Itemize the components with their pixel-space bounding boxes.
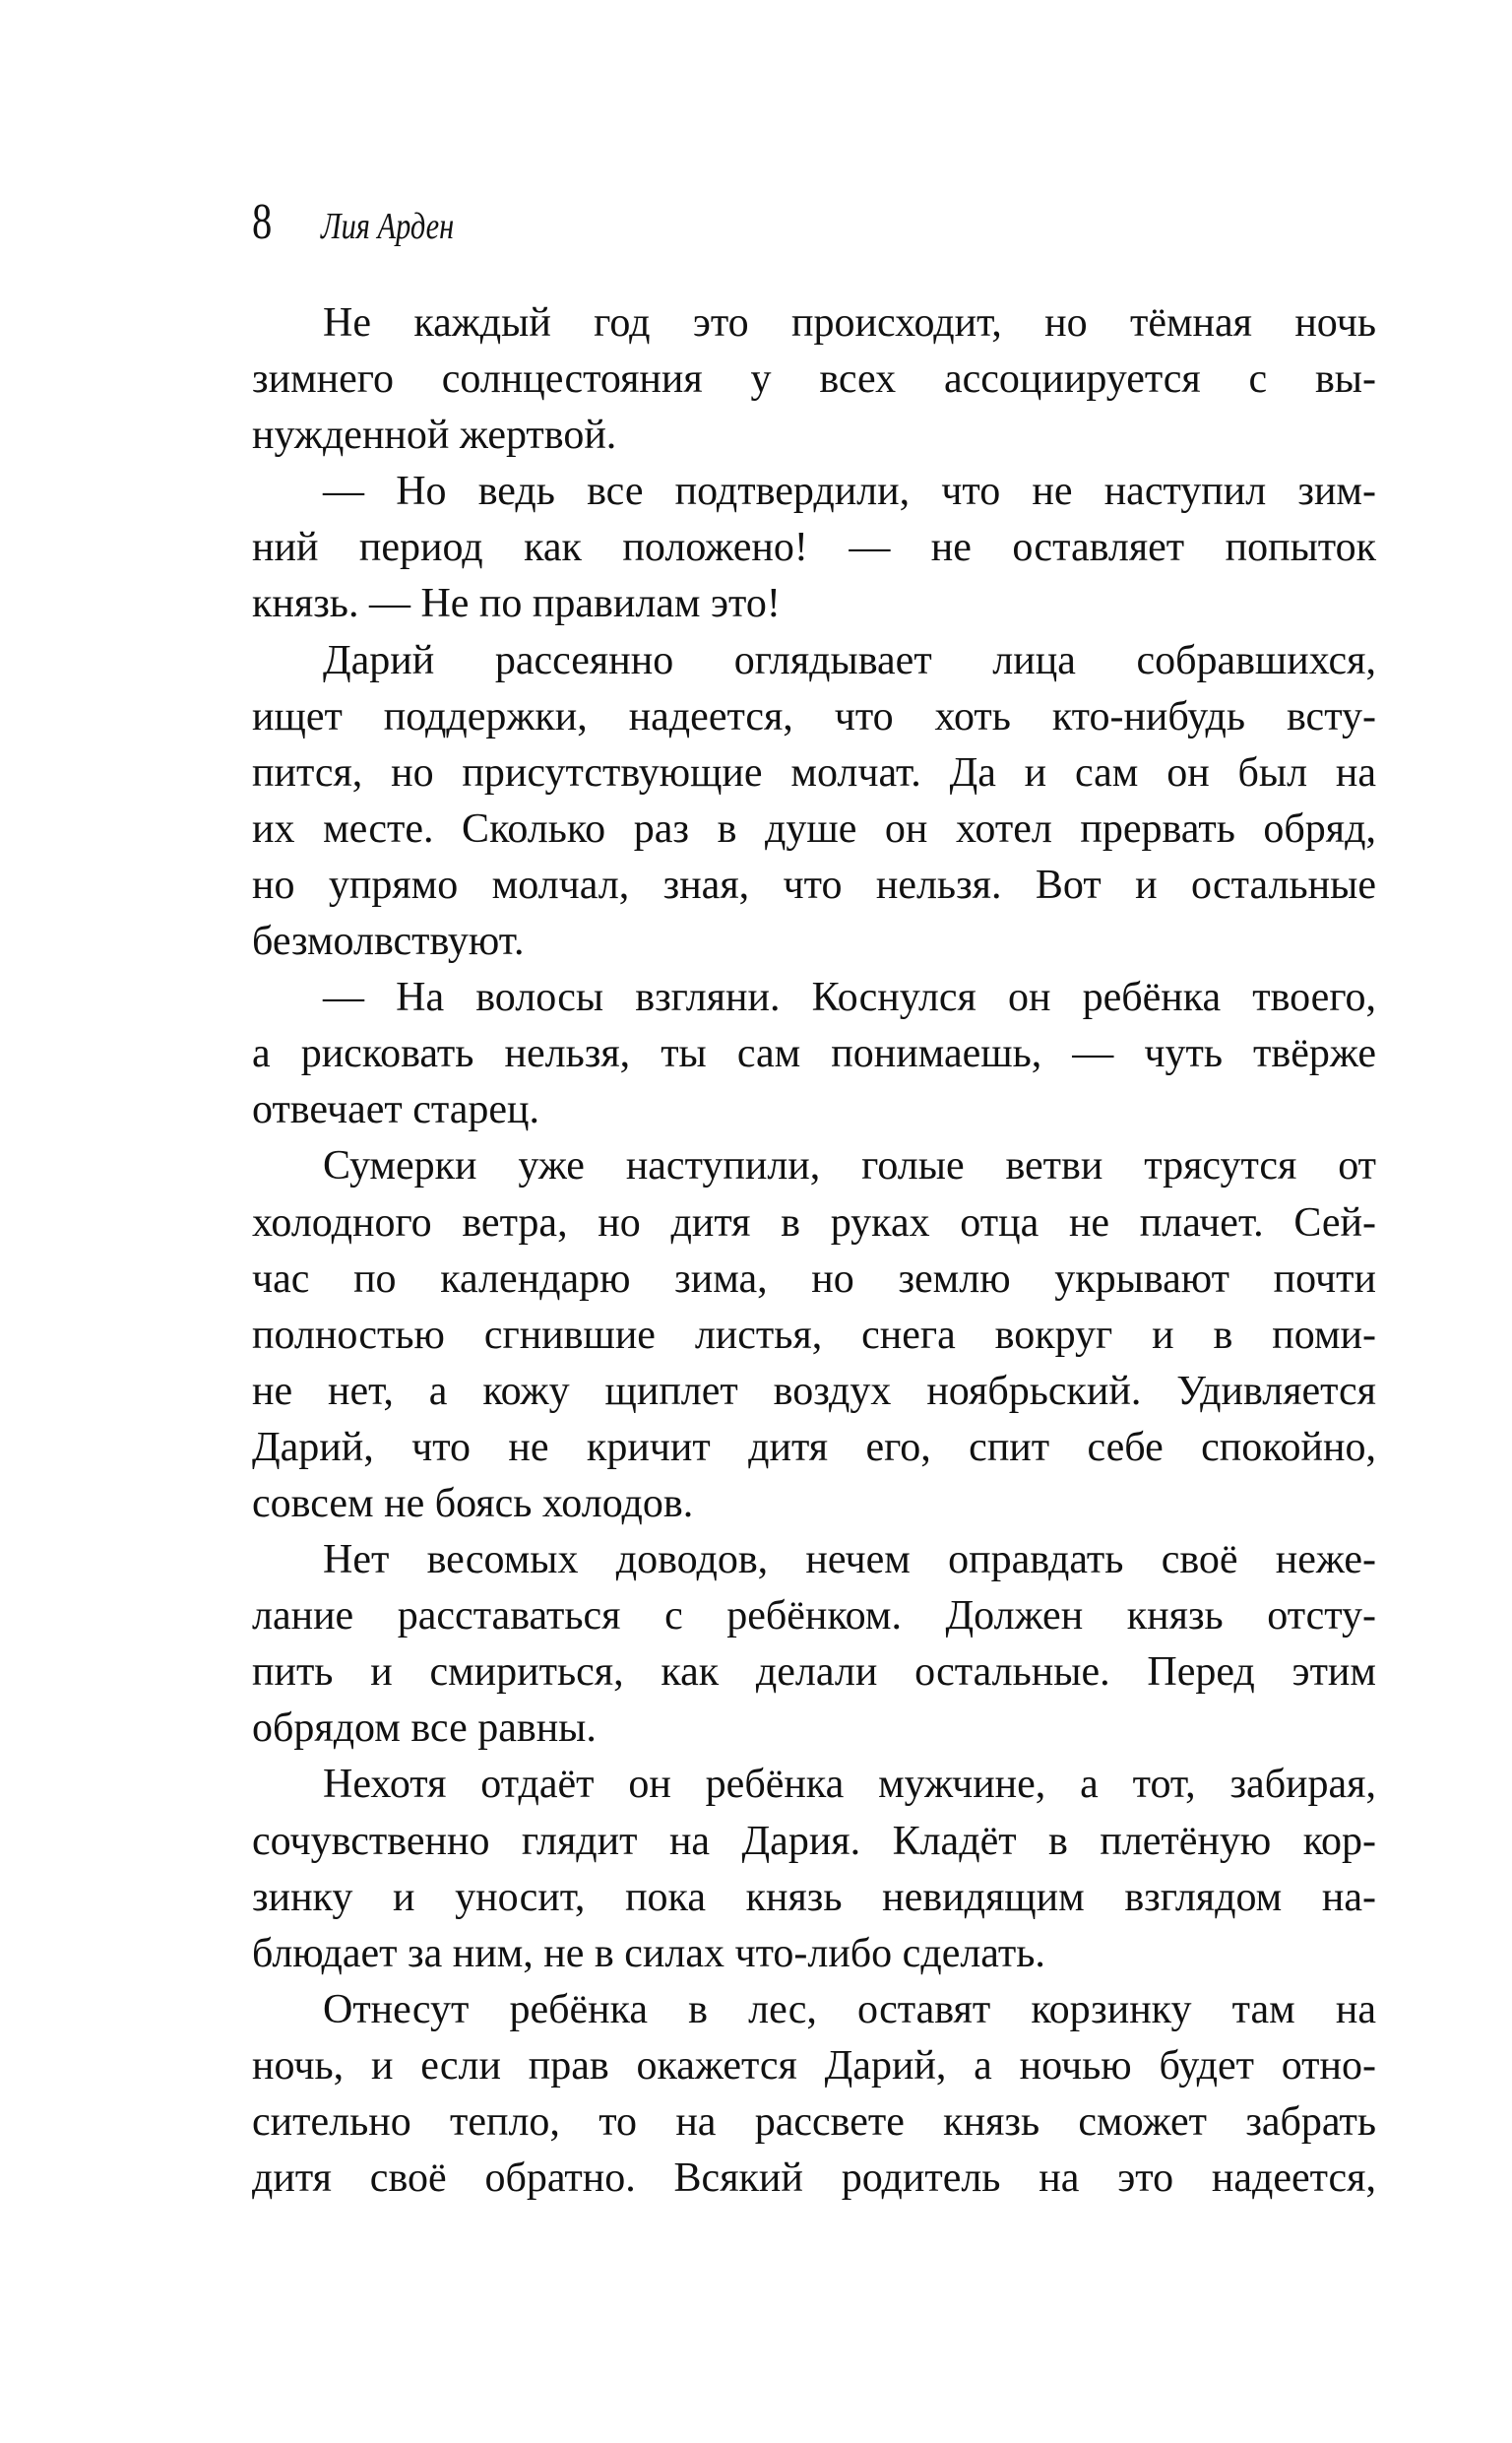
text-line: дитя своё обратно. Всякий родитель на это надеется, bbox=[252, 2155, 1376, 2202]
text-line: Сумерки уже наступили, голые ветви трясутся от bbox=[323, 1143, 1376, 1189]
paragraph bbox=[252, 464, 1376, 632]
text-line: ний период как положено! — не оставляет попыток bbox=[252, 525, 1376, 571]
running-head bbox=[252, 193, 487, 252]
text-line: Отнесут ребёнка в лес, оставят корзинку там на bbox=[323, 1986, 1376, 2032]
paragraph bbox=[252, 1138, 1376, 1532]
text-line: холодного ветра, но дитя в руках отца не плачет. Сей- bbox=[252, 1199, 1376, 1246]
text-line: зинку и уносит, пока князь невидящим взглядом на- bbox=[252, 1874, 1376, 1920]
text-line: Не каждый год это происходит, но тёмная ночь bbox=[323, 300, 1376, 346]
text-line: ночь, и если прав окажется Дарий, а ночью будет отно- bbox=[252, 2042, 1376, 2089]
text-line: а рисковать нельзя, ты сам понимаешь, — чуть твёрже bbox=[252, 1031, 1376, 1077]
body-text bbox=[252, 295, 1376, 2207]
text-line: не нет, а кожу щиплет воздух ноябрьский. Удивляется bbox=[252, 1368, 1376, 1414]
text-line: их месте. Сколько раз в душе он хотел прервать обряд, bbox=[252, 805, 1376, 852]
text-line: блюдает за ним, не в силах что-либо сделать. bbox=[252, 1930, 1045, 1976]
text-line: сочувственно глядит на Дария. Кладёт в плетёную кор- bbox=[252, 1818, 1376, 1864]
text-line: полностью сгнившие листья, снега вокруг и в поми- bbox=[252, 1312, 1376, 1358]
text-line: отвечает старец. bbox=[252, 1087, 540, 1133]
text-line: — Но ведь все подтвердили, что не наступил зим- bbox=[323, 469, 1376, 515]
text-line: ищет поддержки, надеется, что хоть кто-нибудь всту- bbox=[252, 693, 1376, 739]
text-line: Нет весомых доводов, нечем оправдать своё неже- bbox=[323, 1537, 1376, 1583]
author-name: Лия Арден bbox=[321, 206, 455, 247]
text-line: Дарий рассеянно оглядывает лица собравшихся, bbox=[323, 637, 1376, 683]
text-line: князь. — Не по правилам это! bbox=[252, 581, 781, 627]
paragraph bbox=[252, 633, 1376, 971]
text-line: нужденной жертвой. bbox=[252, 413, 617, 459]
paragraph bbox=[252, 1982, 1376, 2207]
page-number: 8 bbox=[252, 194, 273, 250]
text-line: обрядом все равны. bbox=[252, 1705, 597, 1752]
text-line: пить и смириться, как делали остальные. Перед этим bbox=[252, 1649, 1376, 1696]
text-line: совсем не боясь холодов. bbox=[252, 1480, 694, 1526]
text-line: пится, но присутствующие молчат. Да и сам он был на bbox=[252, 749, 1376, 796]
text-line: сительно тепло, то на рассвете князь сможет забрать bbox=[252, 2099, 1376, 2145]
paragraph bbox=[252, 1757, 1376, 1981]
text-line: лание расставаться с ребёнком. Должен князь отсту- bbox=[252, 1593, 1376, 1639]
paragraph bbox=[252, 1532, 1376, 1757]
text-line: зимнего солнцестояния у всех ассоциируется с вы- bbox=[252, 356, 1376, 403]
text-line: — На волосы взгляни. Коснулся он ребёнка твоего, bbox=[323, 975, 1376, 1021]
text-line: безмолвствуют. bbox=[252, 919, 525, 965]
paragraph bbox=[252, 970, 1376, 1138]
text-line: Дарий, что не кричит дитя его, спит себе спокойно, bbox=[252, 1424, 1376, 1470]
text-line: но упрямо молчал, зная, что нельзя. Вот и остальные bbox=[252, 862, 1376, 908]
paragraph bbox=[252, 295, 1376, 464]
text-line: Нехотя отдаёт он ребёнка мужчине, а тот, забирая, bbox=[323, 1762, 1376, 1808]
text-line: час по календарю зима, но землю укрывают почти bbox=[252, 1255, 1376, 1302]
